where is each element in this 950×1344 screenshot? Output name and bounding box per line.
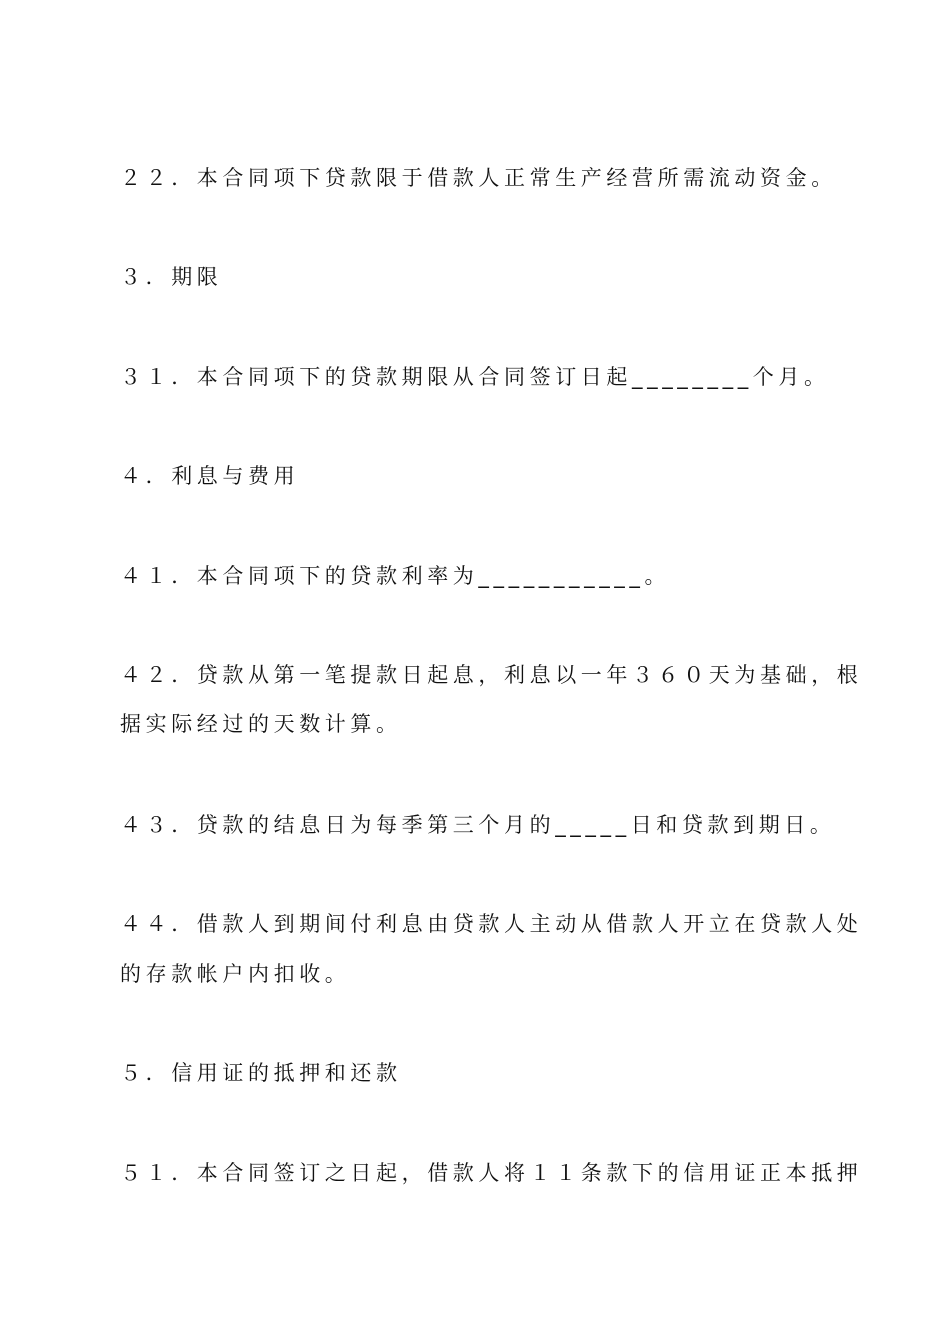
heading-5-letter-of-credit: ５．信用证的抵押和还款	[120, 1061, 402, 1085]
clause-4-4-line-2: 的存款帐户内扣收。	[120, 962, 351, 986]
clause-3-1: ３１．本合同项下的贷款期限从合同签订日起________个月。	[120, 365, 830, 389]
heading-4-interest: ４．利息与费用	[120, 464, 300, 488]
clause-2-2: ２２．本合同项下贷款限于借款人正常生产经营所需流动资金。	[120, 166, 837, 190]
clause-4-4-line-1: ４４．借款人到期间付利息由贷款人主动从借款人开立在贷款人处	[120, 912, 863, 936]
heading-3-term: ３．期限	[120, 265, 223, 289]
clause-4-1: ４１．本合同项下的贷款利率为___________。	[120, 564, 671, 588]
clause-4-2-line-1: ４２．贷款从第一笔提款日起息，利息以一年３６０天为基础，根	[120, 663, 863, 687]
clause-4-2-line-2: 据实际经过的天数计算。	[120, 712, 402, 736]
clause-5-1: ５１．本合同签订之日起，借款人将１１条款下的信用证正本抵押	[120, 1161, 863, 1185]
clause-4-3: ４３．贷款的结息日为每季第三个月的_____日和贷款到期日。	[120, 813, 836, 837]
